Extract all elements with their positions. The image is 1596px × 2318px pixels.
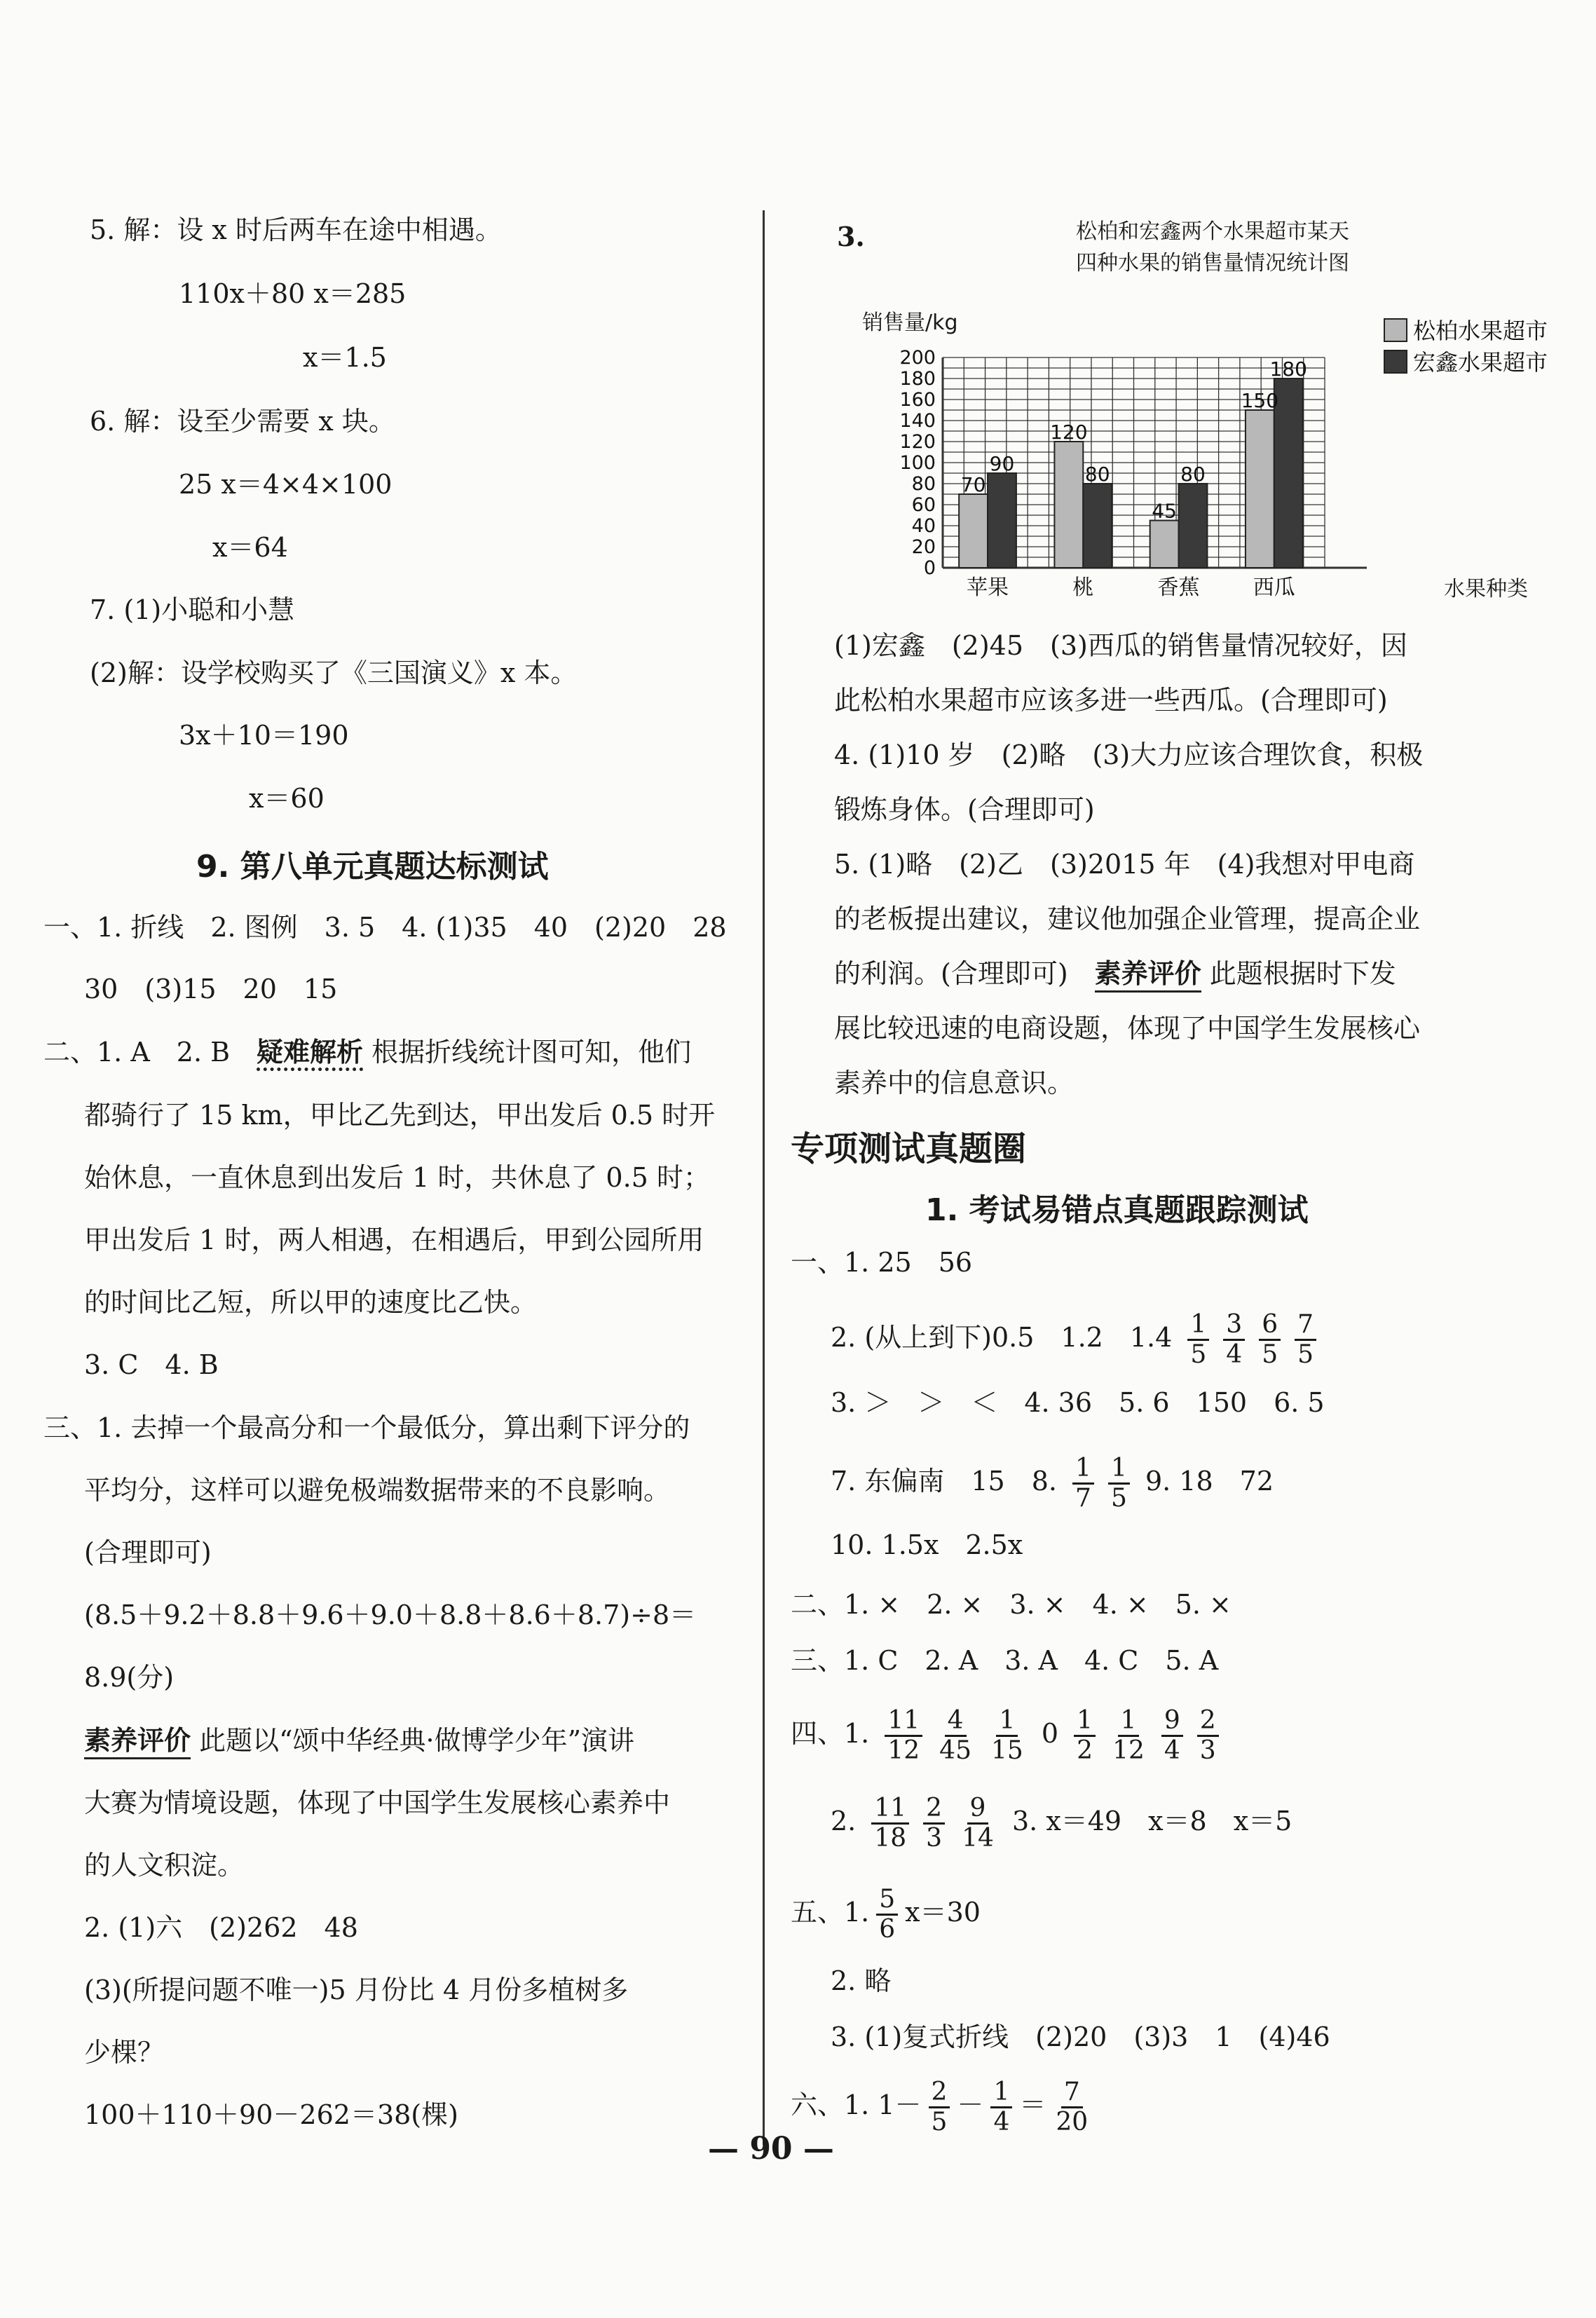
y-tick-label: 20 — [911, 536, 936, 558]
x-tick-label: 西瓜 — [1253, 575, 1295, 600]
q3-answer-line1: (1)宏鑫 (2)45 (3)西瓜的销售量情况较好，因 — [834, 630, 1407, 661]
part3-line4: (8.5＋9.2＋8.8＋9.6＋9.0＋8.8＋8.6＋8.7)÷8＝ — [84, 1600, 697, 1630]
q4-line2: 锻炼身体。(合理即可) — [834, 794, 1095, 825]
fraction-numerator: 11 — [871, 1794, 909, 1825]
q7-part2: (2)解：设学校购买了《三国演义》x 本。 — [90, 657, 578, 688]
fraction — [1072, 1454, 1094, 1513]
part2-line6: 3. C 4. B — [84, 1349, 219, 1380]
s3-answers: 三、1. C 2. A 3. A 4. C 5. A — [791, 1645, 1219, 1676]
fraction — [990, 2078, 1012, 2136]
fraction-numerator: 2 — [1197, 1707, 1219, 1737]
fraction-numerator: 7 — [1061, 2078, 1083, 2108]
y-tick-label: 40 — [911, 515, 936, 537]
fraction — [1110, 1707, 1147, 1765]
fraction-numerator: 1 — [1118, 1707, 1140, 1737]
q5-line3-tail: 此题根据时下发 — [1201, 958, 1396, 989]
fraction-denominator: 7 — [1075, 1484, 1091, 1513]
q6-head: 6. 解：设至少需要 x 块。 — [90, 406, 395, 437]
fraction-denominator: 14 — [962, 1824, 994, 1853]
fraction-denominator: 5 — [1262, 1340, 1278, 1369]
bar-hongxin — [1083, 484, 1112, 568]
part1-line2: 30 (3)15 20 15 — [84, 974, 338, 1004]
q5-line3 — [834, 955, 1396, 992]
fraction — [988, 1707, 1026, 1765]
s6-fraction-3 — [1046, 2078, 1098, 2136]
part3-line6 — [84, 1722, 634, 1759]
chart-legend — [1384, 318, 1548, 376]
fraction — [929, 2078, 950, 2136]
part3-line5: 8.9(分) — [84, 1662, 175, 1693]
s4-q1-fractions-a — [878, 1706, 1032, 1765]
legend-swatch — [1384, 350, 1407, 373]
part3-q3c: 100＋110＋90－262＝38(棵) — [84, 2099, 458, 2130]
s5-fraction — [869, 1885, 905, 1944]
bar-songbai — [959, 494, 988, 568]
y-tick-label: 200 — [899, 347, 936, 369]
part3-line7: 大赛为情境设题，体现了中国学生发展核心素养中 — [84, 1787, 671, 1818]
s6-fraction-1 — [922, 2078, 957, 2136]
fraction — [871, 1794, 909, 1853]
q5-line5: 素养中的信息意识。 — [834, 1068, 1075, 1098]
fraction-denominator: 5 — [931, 2108, 948, 2136]
s5-q3: 3. (1)复式折线 (2)20 (3)3 1 (4)46 — [831, 2022, 1330, 2052]
s1-q2 — [831, 1311, 1323, 1369]
s5-q1 — [791, 1886, 981, 1944]
y-tick-label: 80 — [911, 473, 936, 495]
difficulty-tag: 疑难解析 — [257, 1037, 363, 1071]
fraction-denominator: 45 — [939, 1736, 971, 1765]
fraction-numerator: 5 — [876, 1886, 898, 1916]
q5-line2: 的老板提出建议，建议他加强企业管理，提高企业 — [834, 904, 1421, 934]
fraction-denominator: 15 — [990, 1736, 1023, 1765]
page-number: — 90 — — [708, 2131, 834, 2167]
y-tick-label: 160 — [899, 389, 936, 411]
s6-fraction-2 — [983, 2078, 1019, 2136]
s6-equals: ＝ — [1019, 2089, 1046, 2120]
s6-q1 — [791, 2078, 1098, 2136]
x-tick-label: 桃 — [1072, 575, 1094, 600]
y-tick-label: 0 — [923, 557, 936, 579]
fraction-numerator: 6 — [1259, 1311, 1281, 1341]
q5-line1: 5. (1)略 (2)乙 (3)2015 年 (4)我想对甲电商 — [834, 849, 1415, 880]
fraction-numerator: 9 — [967, 1794, 989, 1825]
fraction-numerator: 11 — [885, 1707, 922, 1737]
part2-line1 — [43, 1034, 691, 1070]
bar-hongxin — [988, 473, 1016, 568]
part3-q3a: (3)(所提问题不唯一)5 月份比 4 月份多植树多 — [84, 1975, 629, 2005]
s6-q1-label: 六、1. 1－ — [791, 2089, 922, 2120]
q7-part1: 7. (1)小聪和小慧 — [90, 594, 295, 625]
s1-q10: 10. 1.5x 2.5x — [831, 1529, 1023, 1560]
bar-value-label: 150 — [1241, 389, 1279, 412]
part3-q3b: 少棵？ — [84, 2037, 165, 2068]
literacy-tag: 素养评价 — [84, 1725, 191, 1759]
fraction-denominator: 4 — [1226, 1340, 1243, 1369]
s5-q1-label: 五、1. — [791, 1897, 870, 1928]
fraction-numerator: 2 — [923, 1794, 945, 1825]
part3-line1: 三、1. 去掉一个最高分和一个最低分，算出剩下评分的 — [43, 1412, 690, 1443]
fraction — [1108, 1454, 1130, 1513]
s2-answers: 二、1. × 2. × 3. × 4. × 5. × — [791, 1589, 1232, 1620]
fraction-numerator: 2 — [929, 2078, 950, 2108]
q7-eq2: x＝60 — [249, 783, 325, 814]
q5-line4: 展比较迅速的电商设题，体现了中国学生发展核心 — [834, 1013, 1421, 1044]
s6-minus: － — [957, 2089, 984, 2120]
part1-line1: 一、1. 折线 2. 图例 3. 5 4. (1)35 40 (2)20 28 — [43, 912, 727, 943]
s4-q1-label: 四、1. — [791, 1718, 870, 1749]
bar-songbai — [1054, 442, 1083, 568]
fraction-denominator: 5 — [1297, 1340, 1314, 1369]
fraction-denominator: 3 — [1199, 1736, 1216, 1765]
fraction-numerator: 3 — [1223, 1311, 1245, 1341]
fraction-denominator: 3 — [926, 1824, 943, 1853]
s4-q2-fractions — [864, 1794, 1004, 1853]
part2-line3: 始休息，一直休息到出发后 1 时，共休息了 0.5 时； — [84, 1162, 710, 1193]
y-tick-label: 180 — [899, 368, 936, 390]
fraction — [1223, 1311, 1245, 1369]
fraction-denominator: 6 — [879, 1915, 896, 1944]
bar-value-label: 45 — [1152, 499, 1177, 523]
s1-q8-fractions — [1065, 1454, 1137, 1513]
s5-q1-tail: x＝30 — [905, 1897, 981, 1928]
bar-value-label: 90 — [989, 452, 1015, 475]
y-tick-label: 60 — [911, 494, 936, 516]
fraction — [1053, 2078, 1091, 2136]
fraction — [1295, 1311, 1316, 1369]
fraction-denominator: 2 — [1077, 1736, 1093, 1765]
part2-text1: 根据折线统计图可知，他们 — [363, 1037, 692, 1068]
legend-label: 松柏水果超市 — [1413, 318, 1548, 344]
bar-value-label: 120 — [1050, 421, 1088, 444]
q5-line3-text: 的利润。(合理即可) — [834, 958, 1068, 989]
y-tick-label: 100 — [899, 452, 936, 474]
fraction-denominator: 20 — [1056, 2108, 1089, 2136]
s4-q2-label: 2. — [831, 1806, 857, 1836]
literacy-tag-right: 素养评价 — [1095, 958, 1201, 993]
s4-q1-fractions-b — [1067, 1706, 1226, 1765]
part3-line6-text: 此题以“颂中华经典·做博学少年”演讲 — [191, 1725, 635, 1756]
bar-songbai — [1150, 521, 1179, 568]
fraction-denominator: 5 — [1190, 1340, 1207, 1369]
special-sub-title: 1. 考试易错点真题跟踪测试 — [925, 1192, 1309, 1228]
bar-value-label: 180 — [1269, 357, 1307, 381]
fraction-denominator: 12 — [887, 1736, 920, 1765]
bar-songbai — [1246, 410, 1274, 568]
chart-y-label: 销售量/kg — [862, 311, 958, 335]
chart-title-line1: 松柏和宏鑫两个水果超市某天 — [1076, 219, 1349, 244]
q3-number: 3. — [837, 221, 865, 252]
s4-q3-text: 3. x＝49 x＝8 x＝5 — [1011, 1806, 1293, 1836]
fraction — [936, 1707, 974, 1765]
part3-line8: 的人文积淀。 — [84, 1850, 245, 1881]
x-tick-label: 苹果 — [967, 575, 1009, 600]
fraction — [1074, 1707, 1096, 1765]
fraction-numerator: 1 — [1072, 1454, 1094, 1485]
s1-q2-text: 2. (从上到下)0.5 1.2 1.4 — [831, 1322, 1173, 1353]
bar-hongxin — [1179, 484, 1208, 568]
fraction-denominator: 4 — [1164, 1736, 1180, 1765]
part3-q2: 2. (1)六 (2)262 48 — [84, 1912, 358, 1943]
q5-head: 5. 解：设 x 时后两车在途中相遇。 — [90, 214, 502, 245]
fraction — [1259, 1311, 1281, 1369]
fraction-numerator: 1 — [996, 1707, 1018, 1737]
fraction-denominator: 18 — [874, 1824, 907, 1853]
fraction-denominator: 5 — [1110, 1484, 1127, 1513]
section-9-title: 9. 第八单元真题达标测试 — [196, 849, 549, 885]
x-tick-label: 香蕉 — [1157, 575, 1200, 600]
part2-line2: 都骑行了 15 km，甲比乙先到达，甲出发后 0.5 时开 — [84, 1100, 716, 1131]
fraction-numerator: 1 — [1074, 1707, 1096, 1737]
fraction — [1161, 1707, 1183, 1765]
fraction — [1197, 1707, 1219, 1765]
q5-eq1: 110x＋80 x＝285 — [179, 278, 407, 309]
s1-q1: 一、1. 25 56 — [791, 1247, 973, 1278]
bar-chart — [834, 210, 1596, 610]
fraction-numerator: 1 — [1187, 1311, 1209, 1341]
s1-q9-text: 9. 18 72 — [1145, 1466, 1274, 1497]
bar-value-label: 70 — [960, 473, 986, 496]
q7-eq1: 3x＋10＝190 — [179, 720, 349, 751]
s1-q3: 3. ＞ ＞ ＜ 4. 36 5. 6 150 6. 5 — [831, 1387, 1325, 1418]
special-section-title: 专项测试真题圈 — [791, 1129, 1027, 1168]
right-column — [764, 0, 1596, 2318]
s4-q2 — [831, 1794, 1292, 1853]
q4-line1: 4. (1)10 岁 (2)略 (3)大力应该合理饮食，积极 — [834, 739, 1424, 770]
fraction — [1187, 1311, 1209, 1369]
part3-line2: 平均分，这样可以避免极端数据带来的不良影响。 — [84, 1475, 671, 1506]
part2-line5: 的时间比乙短，所以甲的速度比乙快。 — [84, 1287, 538, 1318]
s1-q7 — [831, 1454, 1274, 1513]
part3-line3: (合理即可) — [84, 1537, 212, 1568]
legend-swatch — [1384, 319, 1407, 341]
s5-q2: 2. 略 — [831, 1965, 892, 1996]
q6-eq2: x＝64 — [212, 532, 288, 563]
legend-label: 宏鑫水果超市 — [1413, 349, 1548, 376]
fraction-numerator: 4 — [945, 1707, 967, 1737]
fraction — [959, 1794, 997, 1853]
fraction — [923, 1794, 945, 1853]
fraction-denominator: 4 — [993, 2108, 1010, 2136]
s4-q1 — [791, 1707, 1226, 1765]
q5-eq2: x＝1.5 — [303, 342, 387, 373]
q6-eq1: 25 x＝4×4×100 — [179, 469, 393, 500]
y-tick-label: 140 — [899, 410, 936, 432]
fraction-numerator: 1 — [1108, 1454, 1130, 1485]
s4-q1-zero: 0 — [1041, 1718, 1059, 1749]
s1-q7-text: 7. 东偏南 15 8. — [831, 1466, 1057, 1497]
fraction-numerator: 9 — [1161, 1707, 1183, 1737]
part2-prefix: 二、1. A 2. B — [43, 1037, 257, 1068]
fraction-numerator: 1 — [990, 2078, 1012, 2108]
q3-answer-line2: 此松柏水果超市应该多进一些西瓜。(合理即可) — [834, 685, 1388, 716]
fraction — [885, 1707, 922, 1765]
left-column — [0, 0, 764, 2318]
fraction-numerator: 7 — [1295, 1311, 1316, 1341]
fraction — [876, 1886, 898, 1944]
bar-value-label: 80 — [1180, 463, 1206, 486]
part2-line4: 甲出发后 1 时，两人相遇，在相遇后，甲到公园所用 — [84, 1225, 704, 1255]
bar-value-label: 80 — [1084, 463, 1110, 486]
fraction-denominator: 12 — [1112, 1736, 1145, 1765]
chart-x-label: 水果种类 — [1444, 577, 1528, 601]
chart-title-line2: 四种水果的销售量情况统计图 — [1076, 251, 1349, 275]
s1-q2-fractions — [1180, 1310, 1323, 1369]
y-tick-label: 120 — [899, 431, 936, 453]
